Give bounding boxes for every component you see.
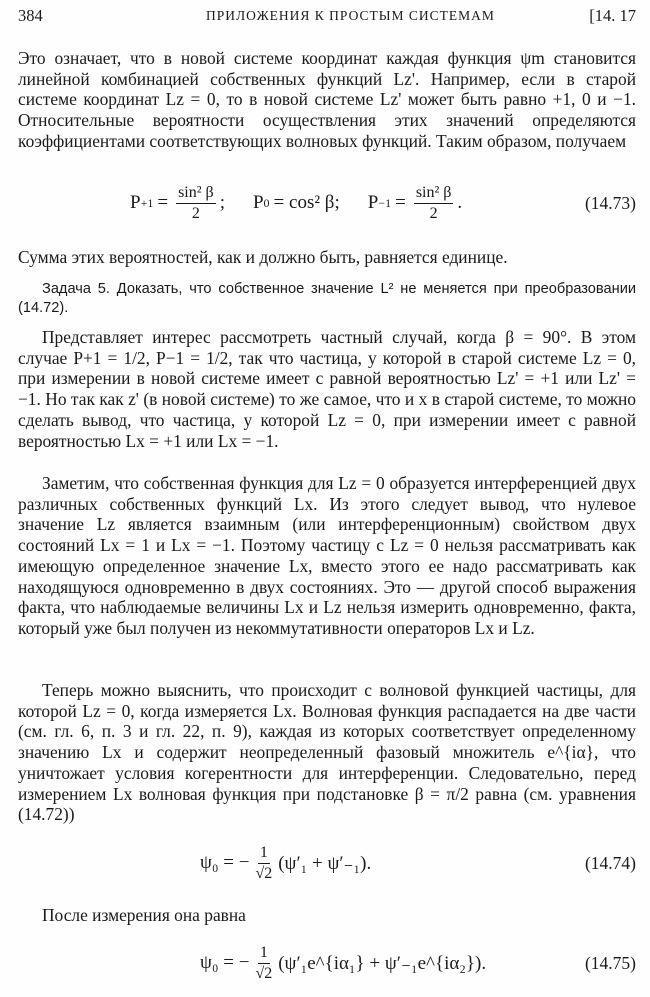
paragraph-3: Представляет интерес рассмотреть частный случай, когда β = 90°. В этом случае P+1 = 1/2, P−1 = 1/2, так что частица, у которой в старой системе Lz = 0, при измерении в новой системе имеет с равной вероятностью Lz' = +1 или Lz' = −1. Но так как z' (в новой системе) то же самое, что и x в старой системе, то можно сделать вывод, что частица, у которой Lz = 0, при измерении имеет с равной вероятностью Lx = +1 или Lx = −1. [18,327,636,451]
equation-14-73 [18,176,636,230]
task-5: Задача 5. Доказать, что собственное значение L² не меняется при преобразовании (14.72). [18,281,636,316]
equation-14-74 [18,836,636,890]
fraction-one-over-root-two: $\frac{1}{√2}$ [255,843,273,882]
equation-number-14-73: (14.73) [584,193,636,213]
fraction-sin: $\frac{\text{sin² β}}{2}$ [178,183,214,222]
equation-14-75 [18,936,636,990]
page-number: 384 [18,6,43,25]
equation-number-14-75: (14.75) [584,953,636,973]
fraction-one-over-root-two-2: $\frac{1}{√2}$ [255,943,273,982]
paragraph-6: После измерения она равна [42,905,246,925]
equation-14-74-expression: ψ₀ = − $\frac{1}{√2}$ (ψ′₁ + ψ′₋₁). [200,843,372,882]
paragraph-2: Сумма этих вероятностей, как и должно быть, равняется единице. [18,247,508,267]
equation-14-75-expression: ψ₀ = − $\frac{1}{√2}$ (ψ′₁e^{iα₁} + ψ′₋₁e^{iα₂}). [200,943,487,982]
running-title: ПРИЛОЖЕНИЯ К ПРОСТЫМ СИСТЕМАМ [206,8,495,23]
page-header [18,6,636,32]
equation-14-73-expression: P +1 = $\frac{\text{sin² β}}{2}$ ; P 0 = cos² β; P −1 = $\frac{\text{sin² β}}{2}$ . [130,183,463,222]
fraction-sin-2: $\frac{\text{sin² β}}{2}$ [415,183,452,222]
paragraph-5: Теперь можно выяснить, что происходит с волновой функцией частицы, для которой Lz = 0, когда измеряется Lx. Волновая функция распадается на две части (см. гл. 6, п. 3 и гл. 22, п. 9), каждая из которых соответствует определенному значению Lx и содержит неопределенный фазовый множитель e^{iα}, что уничтожает условия когерентности для интерференции. Следовательно, перед измерением Lx волновая функция при подстановке β = π/2 равна (см. уравнения (14.72)) [18,680,636,825]
equation-number-14-74: (14.74) [584,853,636,873]
paragraph-1: Это означает, что в новой системе координат каждая функция ψm становится линейной комбинацией собственных функций Lz'. Например, если в старой системе координат Lz = 0, то в новой системе Lz' может быть равно +1, 0 и −1. Относительные вероятности осуществления этих значений определяются коэффициентами соответствующих волновых функций. Таким образом, получаем [18,48,636,151]
paragraph-4: Заметим, что собственная функция для Lz = 0 образуется интерференцией двух различных собственных функций Lx. Из этого следует вывод, что нулевое значение Lz является взаимным (или интерференционным) свойством двух состояний Lx = 1 и Lx = −1. Поэтому частицу с Lz = 0 нельзя рассматривать как имеющую определенное значение Lx, вместо этого ее надо рассматривать как находящуюся одновременно в двух состояниях. Это — другой способ выражения факта, что наблюдаемые величины Lx и Lz нельзя измерить одновременно, факта, который уже был получен из некоммутативности операторов Lx и Lz. [18,473,636,638]
section-number: [14. 17 [589,6,636,25]
